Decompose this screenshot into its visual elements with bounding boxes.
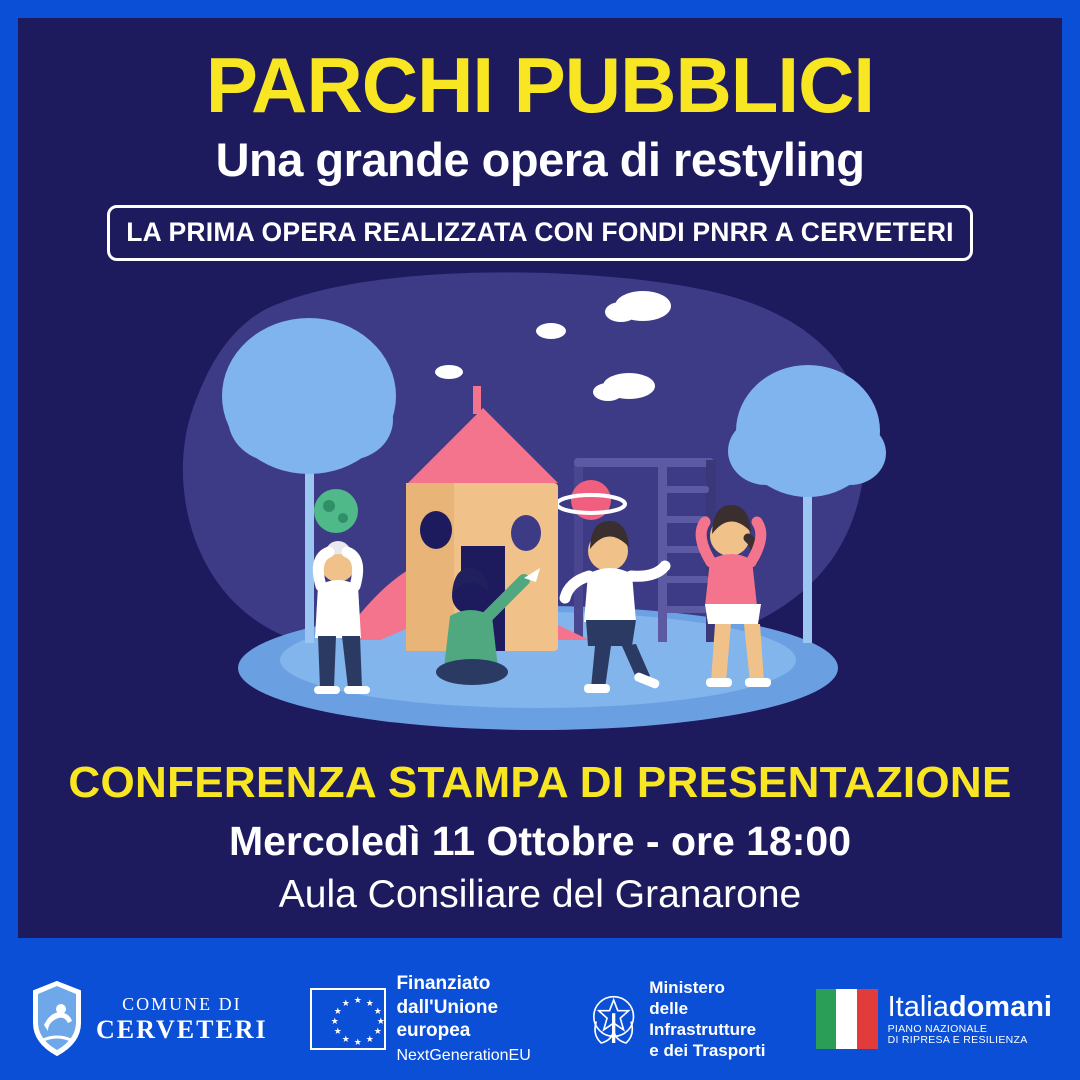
italia-line3: DI RIPRESA E RESILIENZA (887, 1034, 1028, 1047)
eu-text-block (396, 972, 546, 1066)
ministero-line3: e dei Trasporti (649, 1041, 766, 1061)
italia-word: Italia (887, 990, 949, 1023)
italia-line2: PIANO NAZIONALE (887, 1023, 988, 1036)
page-title: PARCHI PUBBLICI (205, 41, 875, 129)
ministero-text-block (649, 977, 773, 1062)
eu-flag-icon: ★ ★ ★ ★ ★ ★ ★ ★ ★ ★ ★ ★ (310, 988, 387, 1050)
playground-svg (18, 268, 1062, 738)
eu-line3: NextGenerationEU (396, 1047, 531, 1065)
logo-italia-domani (816, 989, 1052, 1049)
eu-line2: dall'Unione europea (396, 996, 499, 1042)
badge-container (18, 205, 1062, 261)
eu-line1: Finanziato (396, 972, 491, 994)
ministero-line2: delle Infrastrutture (649, 998, 757, 1039)
main-panel (18, 18, 1062, 938)
italian-flag-icon (816, 989, 878, 1049)
comune-line2: CERVETERI (96, 1014, 268, 1044)
event-datetime: Mercoledì 11 Ottobre - ore 18:00 (228, 818, 852, 864)
italia-wordmark (888, 992, 1052, 1022)
event-venue: Aula Consiliare del Granarone (278, 873, 802, 916)
domani-word: domani (948, 990, 1052, 1023)
page-subtitle: Una grande opera di restyling (215, 132, 865, 186)
coat-of-arms-icon (28, 979, 86, 1059)
comune-line1: COMUNE DI (122, 994, 242, 1015)
logo-unione-europea (310, 972, 546, 1066)
republic-emblem-icon (588, 982, 639, 1056)
status-badge: LA PRIMA OPERA REALIZZATA CON FONDI PNRR A CERVETERI (107, 205, 973, 261)
playground-illustration (18, 268, 1062, 738)
comune-text-block (96, 994, 268, 1043)
logo-comune-di-cerveteri (28, 979, 268, 1059)
ministero-line1: Ministero (649, 977, 725, 997)
conference-label: CONFERENZA STAMPA DI PRESENTAZIONE (68, 758, 1012, 807)
logo-bar (0, 958, 1080, 1080)
logo-ministero (588, 977, 774, 1062)
italia-text-block (888, 992, 1052, 1046)
